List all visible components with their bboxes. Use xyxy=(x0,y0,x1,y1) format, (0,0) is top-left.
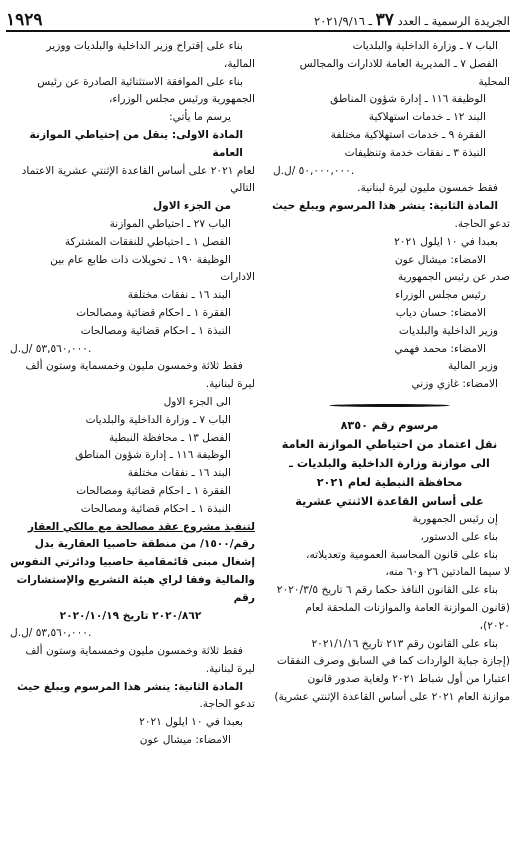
signature: الامضاء: ميشال عون xyxy=(139,734,231,747)
text-line: بعبدا في ١٠ ايلول ٢٠٢١ xyxy=(139,716,243,729)
text-line: المالية، xyxy=(223,57,255,70)
purpose-text: ٢٠٢٠/٨٦٢ تاريخ ٢٠٢٠/١٠/١٩ xyxy=(59,609,202,622)
text-line: وزير المالية xyxy=(447,360,498,373)
issue-date: ـ ٢٠٢١/٩/١٦ xyxy=(313,14,372,28)
signature: الامضاء: ميشال عون xyxy=(394,253,486,266)
gazette-name: الجريدة الرسمية ـ العدد xyxy=(397,14,510,28)
gazette-title xyxy=(314,10,510,30)
amount: ٥٣,٥٦٠,٠٠٠ /ل.ل. xyxy=(10,342,92,355)
text-line: الفصل ١ ـ احتياطي للنفقات المشتركة xyxy=(64,235,231,248)
left-column xyxy=(6,38,255,853)
page-number: ١٩٢٩ xyxy=(6,10,43,30)
signature: الامضاء: محمد فهمي xyxy=(394,342,486,355)
article-two: المادة الثانية: ينشر هذا المرسوم ويبلغ حيث xyxy=(17,680,243,693)
text-line: الادارات xyxy=(220,271,255,284)
text-line: النبذة ١ ـ احكام قضائية ومصالحات xyxy=(80,324,231,337)
text-line: فقط ثلاثة وخمسون مليون وخمسماية وستون ألف xyxy=(25,645,243,658)
text-line: تدعو الحاجة. xyxy=(199,698,255,711)
text-line: النبذة ٣ ـ نفقات خدمة وتنظيفات xyxy=(344,146,486,159)
text-line: الباب ٧ ـ وزارة الداخلية والبلديات xyxy=(352,40,498,52)
right-column xyxy=(261,38,510,853)
text-line: فقط خمسون مليون ليرة لبنانية. xyxy=(357,182,498,195)
text-line: الفصل ١٣ ـ محافظة النبطية xyxy=(108,431,231,444)
separator xyxy=(269,398,510,412)
decree-title-line: على أساس القاعدة الاثنتي عشرية xyxy=(295,494,484,508)
text-line: الوظيفة ١١٦ ـ إدارة شؤون المناطق xyxy=(330,93,486,106)
amount: ٥٣,٥٦٠,٠٠٠ /ل.ل. xyxy=(10,627,92,640)
decree-number: مرسوم رقم ٨٣٥٠ xyxy=(340,418,439,432)
text-line: بناء على إقتراح وزير الداخلية والبلديات ووزير xyxy=(46,40,243,52)
text-line: ٢٠٢٠)، xyxy=(479,619,510,632)
text-line: بناء على الموافقة الاستثنائية الصادرة عن رئيس xyxy=(37,75,243,88)
text-line: الفقرة ١ ـ احكام قضائية ومصالحات xyxy=(76,484,231,497)
article-one: المادة الاولى: ينقل من إحتياطي الموازنة العامة xyxy=(29,128,243,159)
text-line: إن رئيس الجمهورية xyxy=(412,512,498,525)
text-line: بناء على القانون النافذ حكما رقم ٦ تاريخ ٢٠٢٠/٣/٥ xyxy=(276,584,498,597)
text-line: البند ١٦ ـ نفقات مختلفة xyxy=(127,289,231,302)
text-line: الفقرة ٩ ـ خدمات استهلاكية مختلفة xyxy=(330,128,486,141)
decree-title-line: محافظة النبطية لعام ٢٠٢١ xyxy=(316,475,463,489)
columns xyxy=(6,38,510,853)
section-heading: الى الجزء الاول xyxy=(163,395,231,408)
decree-title-line: الى موازنة وزارة الداخلية والبلديات ـ xyxy=(289,456,490,470)
text-line: الوظيفة ١٩٠ ـ تحويلات ذات طابع عام بين xyxy=(50,253,231,266)
amount: ٥٠,٠٠٠,٠٠٠ /ل.ل. xyxy=(272,164,355,177)
purpose-text: رقم/١٥٠٠/ من منطقة حاصبيا العقارية بدل xyxy=(34,538,255,551)
text-line: الفقرة ١ ـ احكام قضائية ومصالحات xyxy=(76,306,231,319)
text-line: بناء على القانون رقم ٢١٣ تاريخ ٢٠٢١/١/١٦ xyxy=(311,637,498,650)
text-line: (قانون الموازنة العامة والموازنات الملحقة لعام xyxy=(305,601,510,614)
page-header xyxy=(6,4,510,32)
text-line: الباب ٧ ـ وزارة الداخلية والبلديات xyxy=(85,413,231,426)
text-line: الوظيفة ١١٦ ـ إدارة شؤون المناطق xyxy=(75,449,231,462)
text-line: البند ١٢ ـ خدمات استهلاكية xyxy=(368,111,486,124)
text-line: بناء على الدستور، xyxy=(420,530,498,543)
text-line: بناء على قانون المحاسبة العمومية وتعديلاته، xyxy=(306,548,498,561)
text-line: الباب ٢٧ ـ احتياطي الموازنة xyxy=(109,217,231,230)
text-line: لا سيما المادتين ٢٦ و٦٠ منه، xyxy=(385,566,510,579)
purpose-text: إشغال مبنى قائمقامية حاصبيا ودائرتي النفوس xyxy=(10,556,255,569)
text-line: صدر عن رئيس الجمهورية xyxy=(397,271,510,284)
text-line: الجمهورية ورئيس مجلس الوزراء، xyxy=(108,93,255,106)
text-line: يرسم ما يأتي: xyxy=(169,111,231,124)
text-line: النبذة ١ ـ احكام قضائية ومصالحات xyxy=(80,502,231,515)
text-line: الفصل ٧ ـ المديرية العامة للادارات والمجالس xyxy=(299,57,498,70)
text-line: تدعو الحاجة. xyxy=(454,217,510,230)
signature: الامضاء: حسان دياب xyxy=(395,306,486,319)
text-line: بعبدا في ١٠ ايلول ٢٠٢١ xyxy=(394,235,498,248)
text-line: موازنة العام ٢٠٢١ على أساس القاعدة الإثنتي عشرية) xyxy=(274,690,510,703)
text-line: التالي xyxy=(230,182,255,195)
text-line: رئيس مجلس الوزراء xyxy=(395,289,486,302)
section-heading: من الجزء الاول xyxy=(152,200,231,213)
text-line: البند ١٦ ـ نفقات مختلفة xyxy=(127,467,231,480)
issue-number: ٣٧ xyxy=(375,10,394,30)
decree-title-line: نقل اعتماد من احتياطي الموازنة العامة xyxy=(281,437,498,451)
text-line: فقط ثلاثة وخمسون مليون وخمسماية وستون ألف xyxy=(25,360,243,373)
text-line: ليرة لبنانية. xyxy=(205,378,255,391)
text-line: (إجازة جباية الواردات كما في السابق وصرف النفقات xyxy=(276,655,510,668)
purpose-text: لتنفيذ مشروع عقد مصالحة مع مالكي العقار xyxy=(27,520,255,533)
text-line: المحلية xyxy=(478,75,510,88)
text-line: ليرة لبنانية. xyxy=(205,662,255,675)
text-line: اعتبارا من أول شباط ٢٠٢١ ولغاية صدور قانون xyxy=(307,673,510,686)
purpose-text: والمالية وفقا لراي هيئة التشريع والإستشارات رقم xyxy=(16,573,255,604)
signature: الامضاء: غازي وزني xyxy=(411,378,498,391)
text-line: لعام ٢٠٢١ على أساس القاعدة الإثنتي عشرية الاعتماد xyxy=(21,164,255,177)
article-two: المادة الثانية: ينشر هذا المرسوم ويبلغ حيث xyxy=(272,200,498,213)
text-line: وزير الداخلية والبلديات xyxy=(398,324,498,337)
